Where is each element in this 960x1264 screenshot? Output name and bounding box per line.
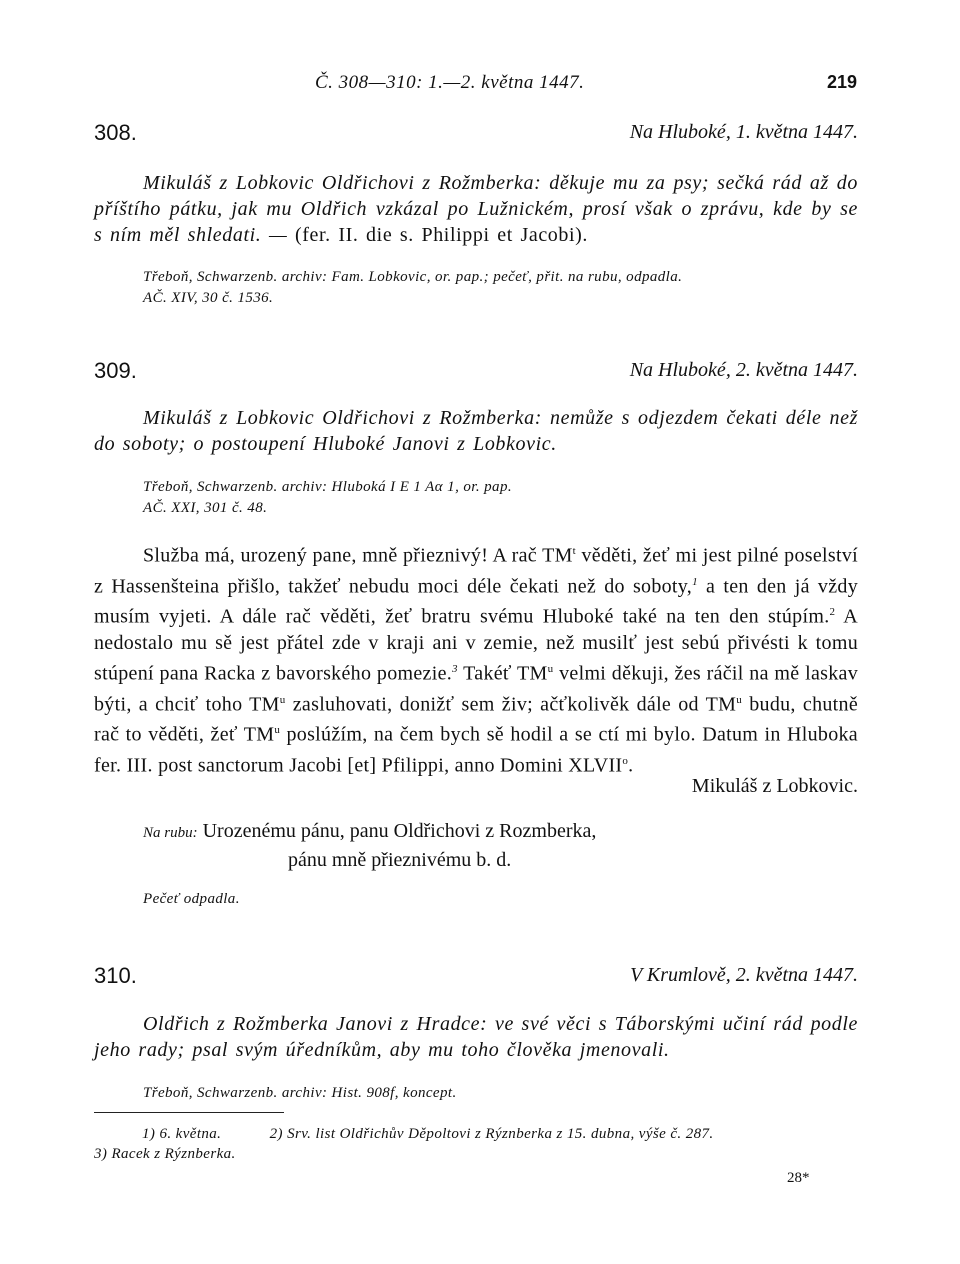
printer-signature-mark: 28* xyxy=(787,1170,810,1186)
running-header xyxy=(0,72,960,102)
footnote-rule xyxy=(94,1112,284,1113)
doc-308-number: 308. xyxy=(94,120,137,145)
footnotes xyxy=(94,1124,858,1164)
doc-308-regest: Mikuláš z Lobkovic Oldřichovi z Rožmberka: děkuje mu za psy; sečká rád až do příštího pátku, jak mu Oldřich vzkázal po Lužnickém, prosí však o zprávu, kde by se s ním měl shledati. — (fer. II. die s. Philippi et Jacobi). xyxy=(94,172,858,246)
running-title: Č. 308—310: 1.—2. května 1447. xyxy=(315,72,585,93)
doc-309-source-archive: Třeboň, Schwarzenb. archiv: Hluboká I E 1 Aα 1, or. pap. xyxy=(143,479,512,495)
footnote-2: 2) Srv. list Oldřichův Děpoltovi z Rýznberka z 15. dubna, výše č. 287. xyxy=(269,1126,714,1142)
footnote-3: 3) Racek z Rýznberka. xyxy=(94,1146,236,1162)
doc-309-number: 309. xyxy=(94,358,137,383)
doc-309-source xyxy=(143,477,858,519)
doc-308-source-edition: AČ. XIV, 30 č. 1536. xyxy=(143,290,274,306)
doc-309-source-edition: AČ. XXI, 301 č. 48. xyxy=(143,500,268,516)
doc-309-regest: Mikuláš z Lobkovic Oldřichovi z Rožmberka: nemůže s odjezdem čekati déle než do soboty; o postoupení Hluboké Janovi z Lobkovic. xyxy=(94,407,858,455)
doc-309-address xyxy=(143,818,843,874)
doc-310-source: Třeboň, Schwarzenb. archiv: Hist. 908f, koncept. xyxy=(143,1085,457,1101)
footnote-1: 1) 6. května. xyxy=(142,1126,222,1142)
doc-310-regest: Oldřich z Rožmberka Janovi z Hradce: ve své věci s Táborskými učiní rád podle jeho rady; psal svým úředníkům, aby mu toho člověka jmenovali. xyxy=(94,1013,858,1061)
doc-309-seal-note: Pečeť odpadla. xyxy=(143,891,240,907)
doc-309-place-date: Na Hluboké, 2. května 1447. xyxy=(629,359,858,381)
address-label: Na rubu: xyxy=(143,825,198,841)
doc-309-signature: Mikuláš z Lobkovic. xyxy=(691,775,858,797)
doc-308-regest-date: (fer. II. die s. Philippi et Jacobi). xyxy=(294,224,589,246)
doc-308-source xyxy=(143,267,858,309)
doc-308-source-archive: Třeboň, Schwarzenb. archiv: Fam. Lobkovic, or. pap.; pečeť, přit. na rubu, odpadla. xyxy=(143,269,683,285)
address-line-2: pánu mně přieznivému b. d. xyxy=(288,849,512,871)
address-line-1: Urozenému pánu, panu Oldřichovi z Rozmberka, xyxy=(202,820,597,842)
doc-308-place-date: Na Hluboké, 1. května 1447. xyxy=(629,121,858,143)
doc-310-place-date: V Krumlově, 2. května 1447. xyxy=(630,964,858,986)
page-number: 219 xyxy=(826,72,857,92)
doc-310-number: 310. xyxy=(94,963,137,988)
doc-309-letter-text: Služba má, urozený pane, mně přieznivý! A rač $TM^t$ věděti, žeť mi jest pilné poselství z Hassenšteina přišlo, takžeť nebudu moci déle čekati než do soboty,$^1$ a ten den já vždy musím vyjeti. A dále rač věděti, žeť bratru svému Hluboké také na ten den stúpím.$^2$ A nedostalo mu sě jest přátel zde v kraji ani v zemie, než musilť jest sebú přivésti k tomu stúpení pana Racka z bavorského pomezie.$^3$ Takéť $TM^u$ velmi děkuji, žes ráčil na mě laskav býti, a chciť toho $TM^u$ zasluhovati, donižť sem živ; ačťkolivěk dále od $TM^u$ budu, chutně rač to věděti, žeť $TM^u$ poslúžím, na čem bych sě hodil a se ctí mi bylo. Datum in Hluboka fer. III. post sanctorum Jacobi [et] Pfilippi, anno Domini XLVII$^o$. xyxy=(94,544,859,777)
